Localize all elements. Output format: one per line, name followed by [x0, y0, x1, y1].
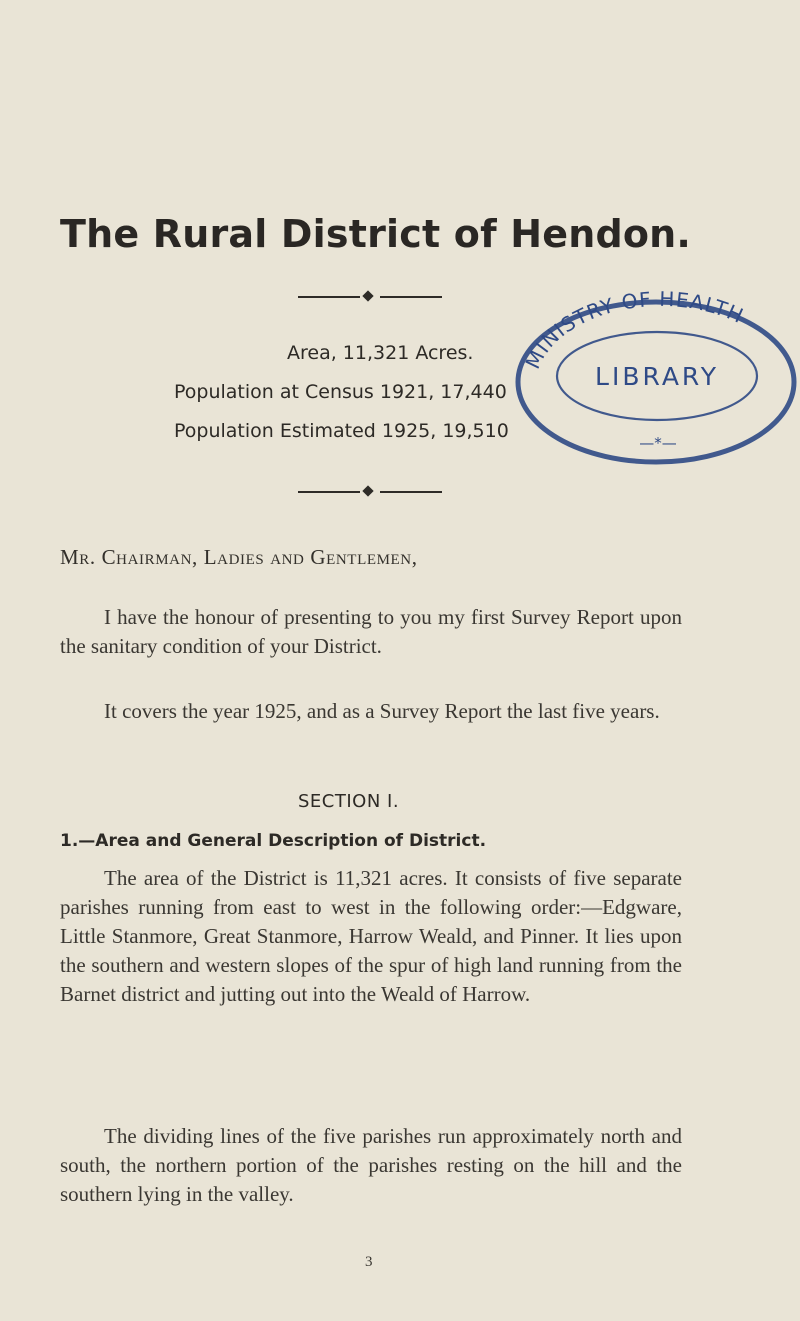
section-heading: SECTION I. — [298, 791, 400, 812]
diamond-icon — [362, 485, 373, 496]
intro-paragraph-1: I have the honour of presenting to you my first Survey Report upon the sanitary condition of your District. — [60, 605, 682, 658]
estimated-population-stat: Population Estimated 1925, 19,510 — [174, 420, 509, 442]
body-paragraph-2: The dividing lines of the five parishes run approximately north and south, the northern portion of the parishes resting on the hill and the southern lying in the valley. — [60, 1124, 682, 1206]
page-title: The Rural District of Hendon. — [60, 212, 692, 256]
page-number: 3 — [365, 1254, 373, 1270]
stamp-arc-text: MINISTRY OF HEALTH — [520, 290, 748, 373]
body-paragraph-1: The area of the District is 11,321 acres. It consists of five separate parishes running from east to west in the following order:—Edgware, Little Stanmore, Great Stanmore, Harrow Weald, and Pinner. It lies upon the southern and western slopes of the spur of high land running from the Barnet district and jutting out into the Weald of Harrow. — [60, 866, 682, 1006]
top-ornament-divider — [298, 291, 442, 303]
intro-paragraph-2: It covers the year 1925, and as a Survey Report the last five years. — [104, 699, 660, 723]
diamond-icon — [362, 290, 373, 301]
subsection-heading: 1.—Area and General Description of District. — [60, 831, 487, 851]
bottom-ornament-divider — [298, 486, 442, 498]
area-stat: Area, 11,321 Acres. — [287, 342, 474, 364]
stamp-bottom-mark: —*— — [639, 434, 677, 452]
stamp-center-text: LIBRARY — [595, 362, 719, 391]
census-population-stat: Population at Census 1921, 17,440 — [174, 381, 507, 403]
library-stamp — [506, 290, 800, 470]
salutation: Mr. Chairman, Ladies and Gentlemen, — [60, 545, 418, 569]
